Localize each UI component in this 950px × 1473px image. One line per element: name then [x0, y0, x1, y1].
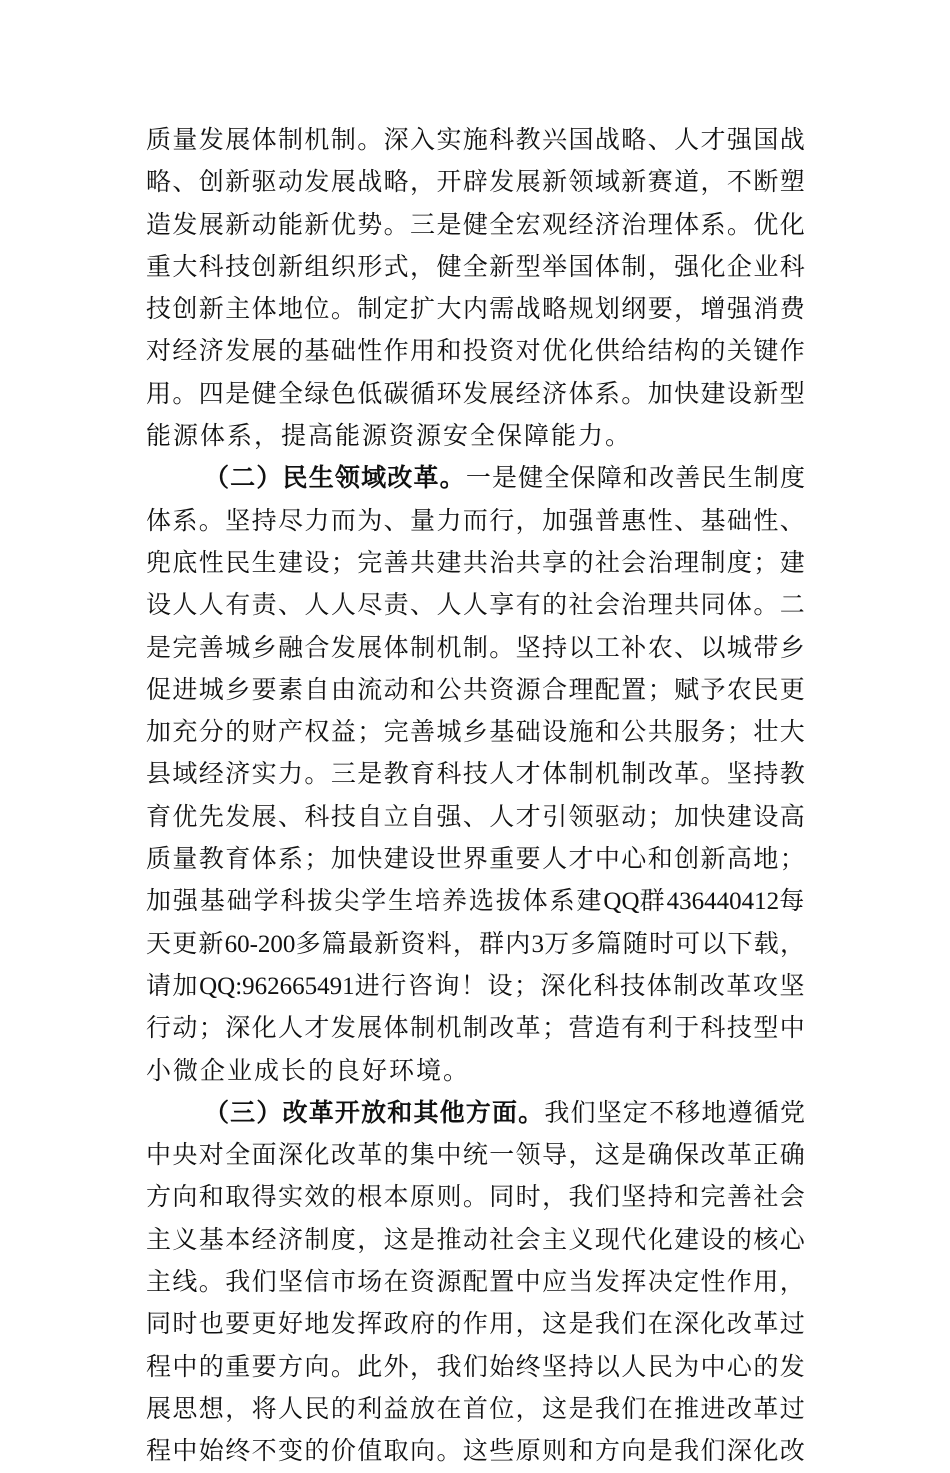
- text-segment: 3: [531, 930, 544, 958]
- text-segment: 进行咨询！设；深化科技体制改革攻坚: [354, 970, 806, 1000]
- text-line: [146, 1050, 806, 1092]
- text-line: [146, 119, 806, 161]
- text-line: [146, 1388, 806, 1430]
- text-line: [146, 1134, 806, 1176]
- text-line: [146, 1430, 806, 1472]
- text-segment: 加充分的财产权益；完善城乡基础设施和公共服务；壮大: [146, 717, 806, 747]
- text-segment: 用。四是健全绿色低碳循环发展经济体系。加快建设新型: [146, 378, 806, 408]
- text-segment: 多篇最新资料，群内: [295, 928, 532, 958]
- text-segment: 育优先发展、科技自立自强、人才引领驱动；加快建设高: [146, 801, 806, 831]
- text-line: [146, 880, 806, 922]
- text-line: [146, 584, 806, 626]
- text-segment: 略、创新驱动发展战略，开辟发展新领域新赛道，不断塑: [146, 167, 806, 197]
- text-segment: 设人人有责、人人尽责、人人享有的社会治理共同体。二: [146, 590, 806, 620]
- text-line: [146, 330, 806, 372]
- text-line: [146, 923, 806, 965]
- text-segment: 展思想，将人民的利益放在首位，这是我们在推进改革过: [146, 1393, 806, 1423]
- text-line: [146, 204, 806, 246]
- paragraph-first-line: [146, 1092, 806, 1134]
- text-segment: 行动；深化人才发展体制机制改革；营造有利于科技型中: [146, 1013, 806, 1043]
- text-segment: 每: [779, 886, 806, 916]
- text-segment: 小微企业成长的良好环境。: [146, 1055, 471, 1085]
- text-segment: 体系。坚持尽力而为、量力而行，加强普惠性、基础性、: [146, 505, 806, 535]
- text-segment: 技创新主体地位。制定扩大内需战略规划纲要，增强消费: [146, 294, 806, 324]
- text-line: [146, 1219, 806, 1261]
- text-segment: 程中始终不变的价值取向。这些原则和方向是我们深化改: [146, 1436, 806, 1466]
- text-line: [146, 1007, 806, 1049]
- text-segment: 群: [639, 886, 667, 916]
- text-line: [146, 1261, 806, 1303]
- text-segment: 程中的重要方向。此外，我们始终坚持以人民为中心的发: [146, 1351, 806, 1381]
- section-heading: （三）改革开放和其他方面。: [204, 1097, 545, 1127]
- text-segment: 加强基础学科拔尖学生培养选拔体系建: [146, 886, 604, 916]
- text-segment: QQ:962665491: [199, 972, 355, 1000]
- text-line: [146, 1303, 806, 1345]
- paragraph-first-line: [146, 457, 806, 499]
- text-segment: 质量教育体系；加快建设世界重要人才中心和创新高地；: [146, 844, 806, 874]
- text-line: [146, 627, 806, 669]
- text-segment: 主线。我们坚信市场在资源配置中应当发挥决定性作用，: [146, 1267, 806, 1297]
- text-line: [146, 500, 806, 542]
- text-line: [146, 542, 806, 584]
- text-segment: 60-200: [224, 930, 296, 958]
- text-segment: 我们坚定不移地遵循党: [544, 1097, 806, 1127]
- text-segment: 天更新: [146, 928, 225, 958]
- text-segment: 主义基本经济制度，这是推动社会主义现代化建设的核心: [146, 1224, 806, 1254]
- text-segment: 中央对全面深化改革的集中统一领导，这是确保改革正确: [146, 1140, 806, 1170]
- text-line: [146, 753, 806, 795]
- text-segment: QQ: [603, 888, 640, 916]
- text-segment: 重大科技创新组织形式，健全新型举国体制，强化企业科: [146, 251, 806, 281]
- text-line: [146, 415, 806, 457]
- text-segment: 能源体系，提高能源资源安全保障能力。: [146, 421, 633, 451]
- text-line: [146, 711, 806, 753]
- text-segment: 促进城乡要素自由流动和公共资源合理配置；赋予农民更: [146, 674, 806, 704]
- text-line: [146, 796, 806, 838]
- text-line: [146, 965, 806, 1007]
- section-heading: （二）民生领域改革。: [204, 463, 466, 493]
- text-segment: 方向和取得实效的根本原则。同时，我们坚持和完善社会: [146, 1182, 806, 1212]
- text-line: [146, 246, 806, 288]
- text-segment: 万多篇随时可以下载，: [543, 928, 806, 958]
- text-segment: 436440412: [666, 888, 780, 916]
- text-line: [146, 288, 806, 330]
- text-segment: 是完善城乡融合发展体制机制。坚持以工补农、以城带乡: [146, 632, 806, 662]
- text-segment: 县域经济实力。三是教育科技人才体制机制改革。坚持教: [146, 759, 806, 789]
- text-segment: 一是健全保障和改善民生制度: [465, 463, 806, 493]
- text-segment: 对经济发展的基础性作用和投资对优化供给结构的关键作: [146, 336, 806, 366]
- text-line: [146, 161, 806, 203]
- text-segment: 质量发展体制机制。深入实施科教兴国战略、人才强国战: [146, 125, 806, 154]
- text-segment: 同时也要更好地发挥政府的作用，这是我们在深化改革过: [146, 1309, 806, 1339]
- text-line: [146, 1346, 806, 1388]
- text-line: [146, 373, 806, 415]
- text-segment: 造发展新动能新优势。三是健全宏观经济治理体系。优化: [146, 209, 806, 239]
- text-segment: 兜底性民生建设；完善共建共治共享的社会治理制度；建: [146, 547, 806, 577]
- text-line: [146, 1176, 806, 1218]
- text-line: [146, 669, 806, 711]
- text-line: [146, 838, 806, 880]
- body-text: [146, 119, 806, 1473]
- text-segment: 请加: [146, 970, 200, 1000]
